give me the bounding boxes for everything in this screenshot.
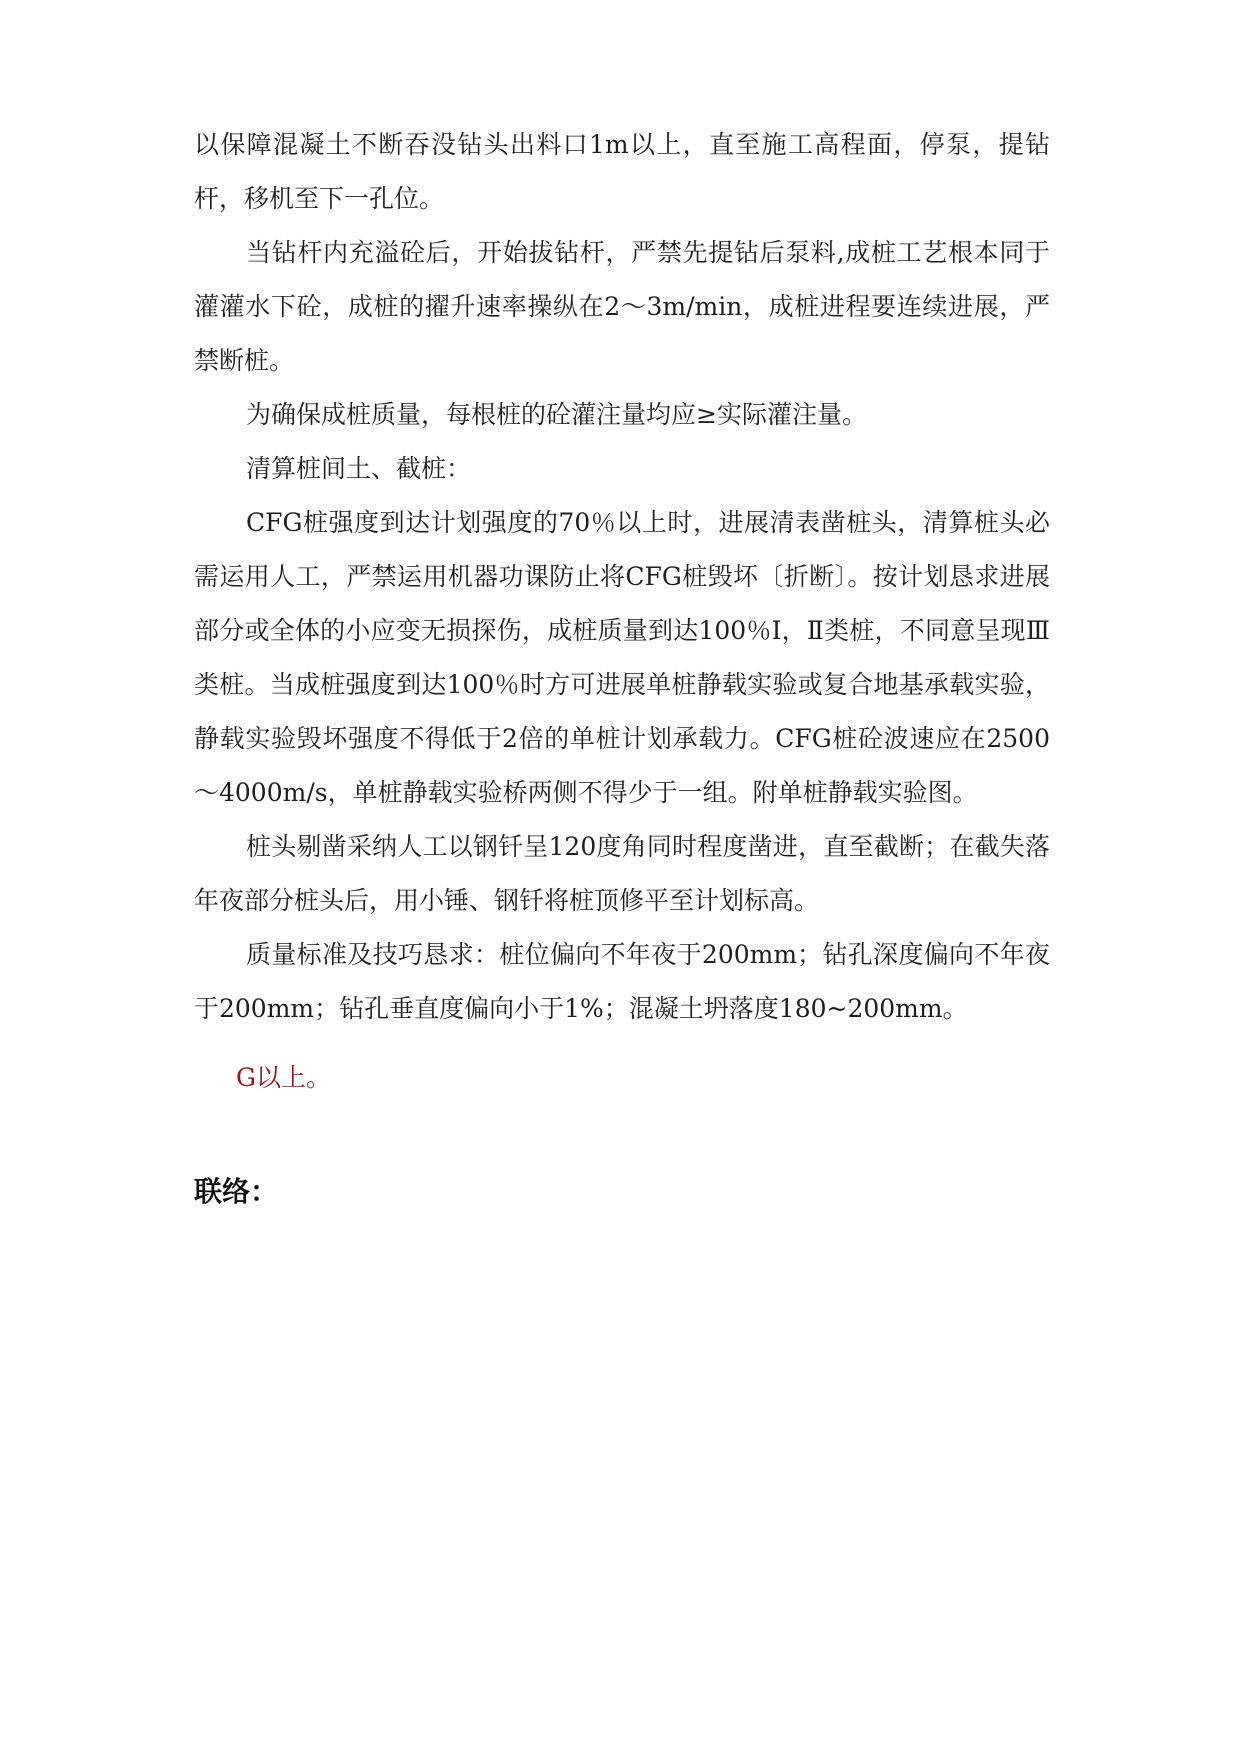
paragraph: CFG桩强度到达计划强度的70％以上时，进展清表凿桩头，清算桩头必需运用人工，严禁运用机器功课防止将CFG桩毁坏〔折断〕。按计划恳求进展部分或全体的小应变无损探伤，成桩质量到达100％Ⅰ，Ⅱ类桩，不同意呈现Ⅲ类桩。当成桩强度到达100％时方可进展单桩静载实验或复合地基承载实验，静载实验毁坏强度不得低于2倍的单桩计划承载力。CFG桩砼波速应在2500～4000m/s，单桩静载实验桥两侧不得少于一组。附单桩静载实验图。 <box>194 508 1050 807</box>
paragraph: 当钻杆内充溢砼后，开始拔钻杆，严禁先提钻后泵料,成桩工艺根本同于灌灌水下砼，成桩的擢升速率操纵在2～3m/min，成桩进程要连续进展，严禁断桩。 <box>194 238 1050 375</box>
paragraph: 以保障混凝土不断吞没钻头出料口1m以上，直至施工高程面，停泵，提钻杆，移机至下一孔位。 <box>194 130 1050 213</box>
paragraph: 桩头剔凿采纳人工以钢钎呈120度角同时程度凿进，直至截断；在截失落年夜部分桩头后，用小锤、钢钎将桩顶修平至计划标高。 <box>194 832 1050 915</box>
paragraph: 质量标准及技巧恳求：桩位偏向不年夜于200mm；钻孔深度偏向不年夜于200mm；钻孔垂直度偏向小于1%；混凝土坍落度180~200mm。 <box>194 940 1050 1023</box>
body-text <box>194 118 1050 1036</box>
red-note: G以上。 <box>236 1063 331 1092</box>
contact-label: 联络： <box>194 1175 279 1208</box>
paragraph: 清算桩间土、截桩： <box>246 454 472 483</box>
paragraph: 为确保成桩质量，每根桩的砼灌注量均应≥实际灌注量。 <box>246 400 867 429</box>
